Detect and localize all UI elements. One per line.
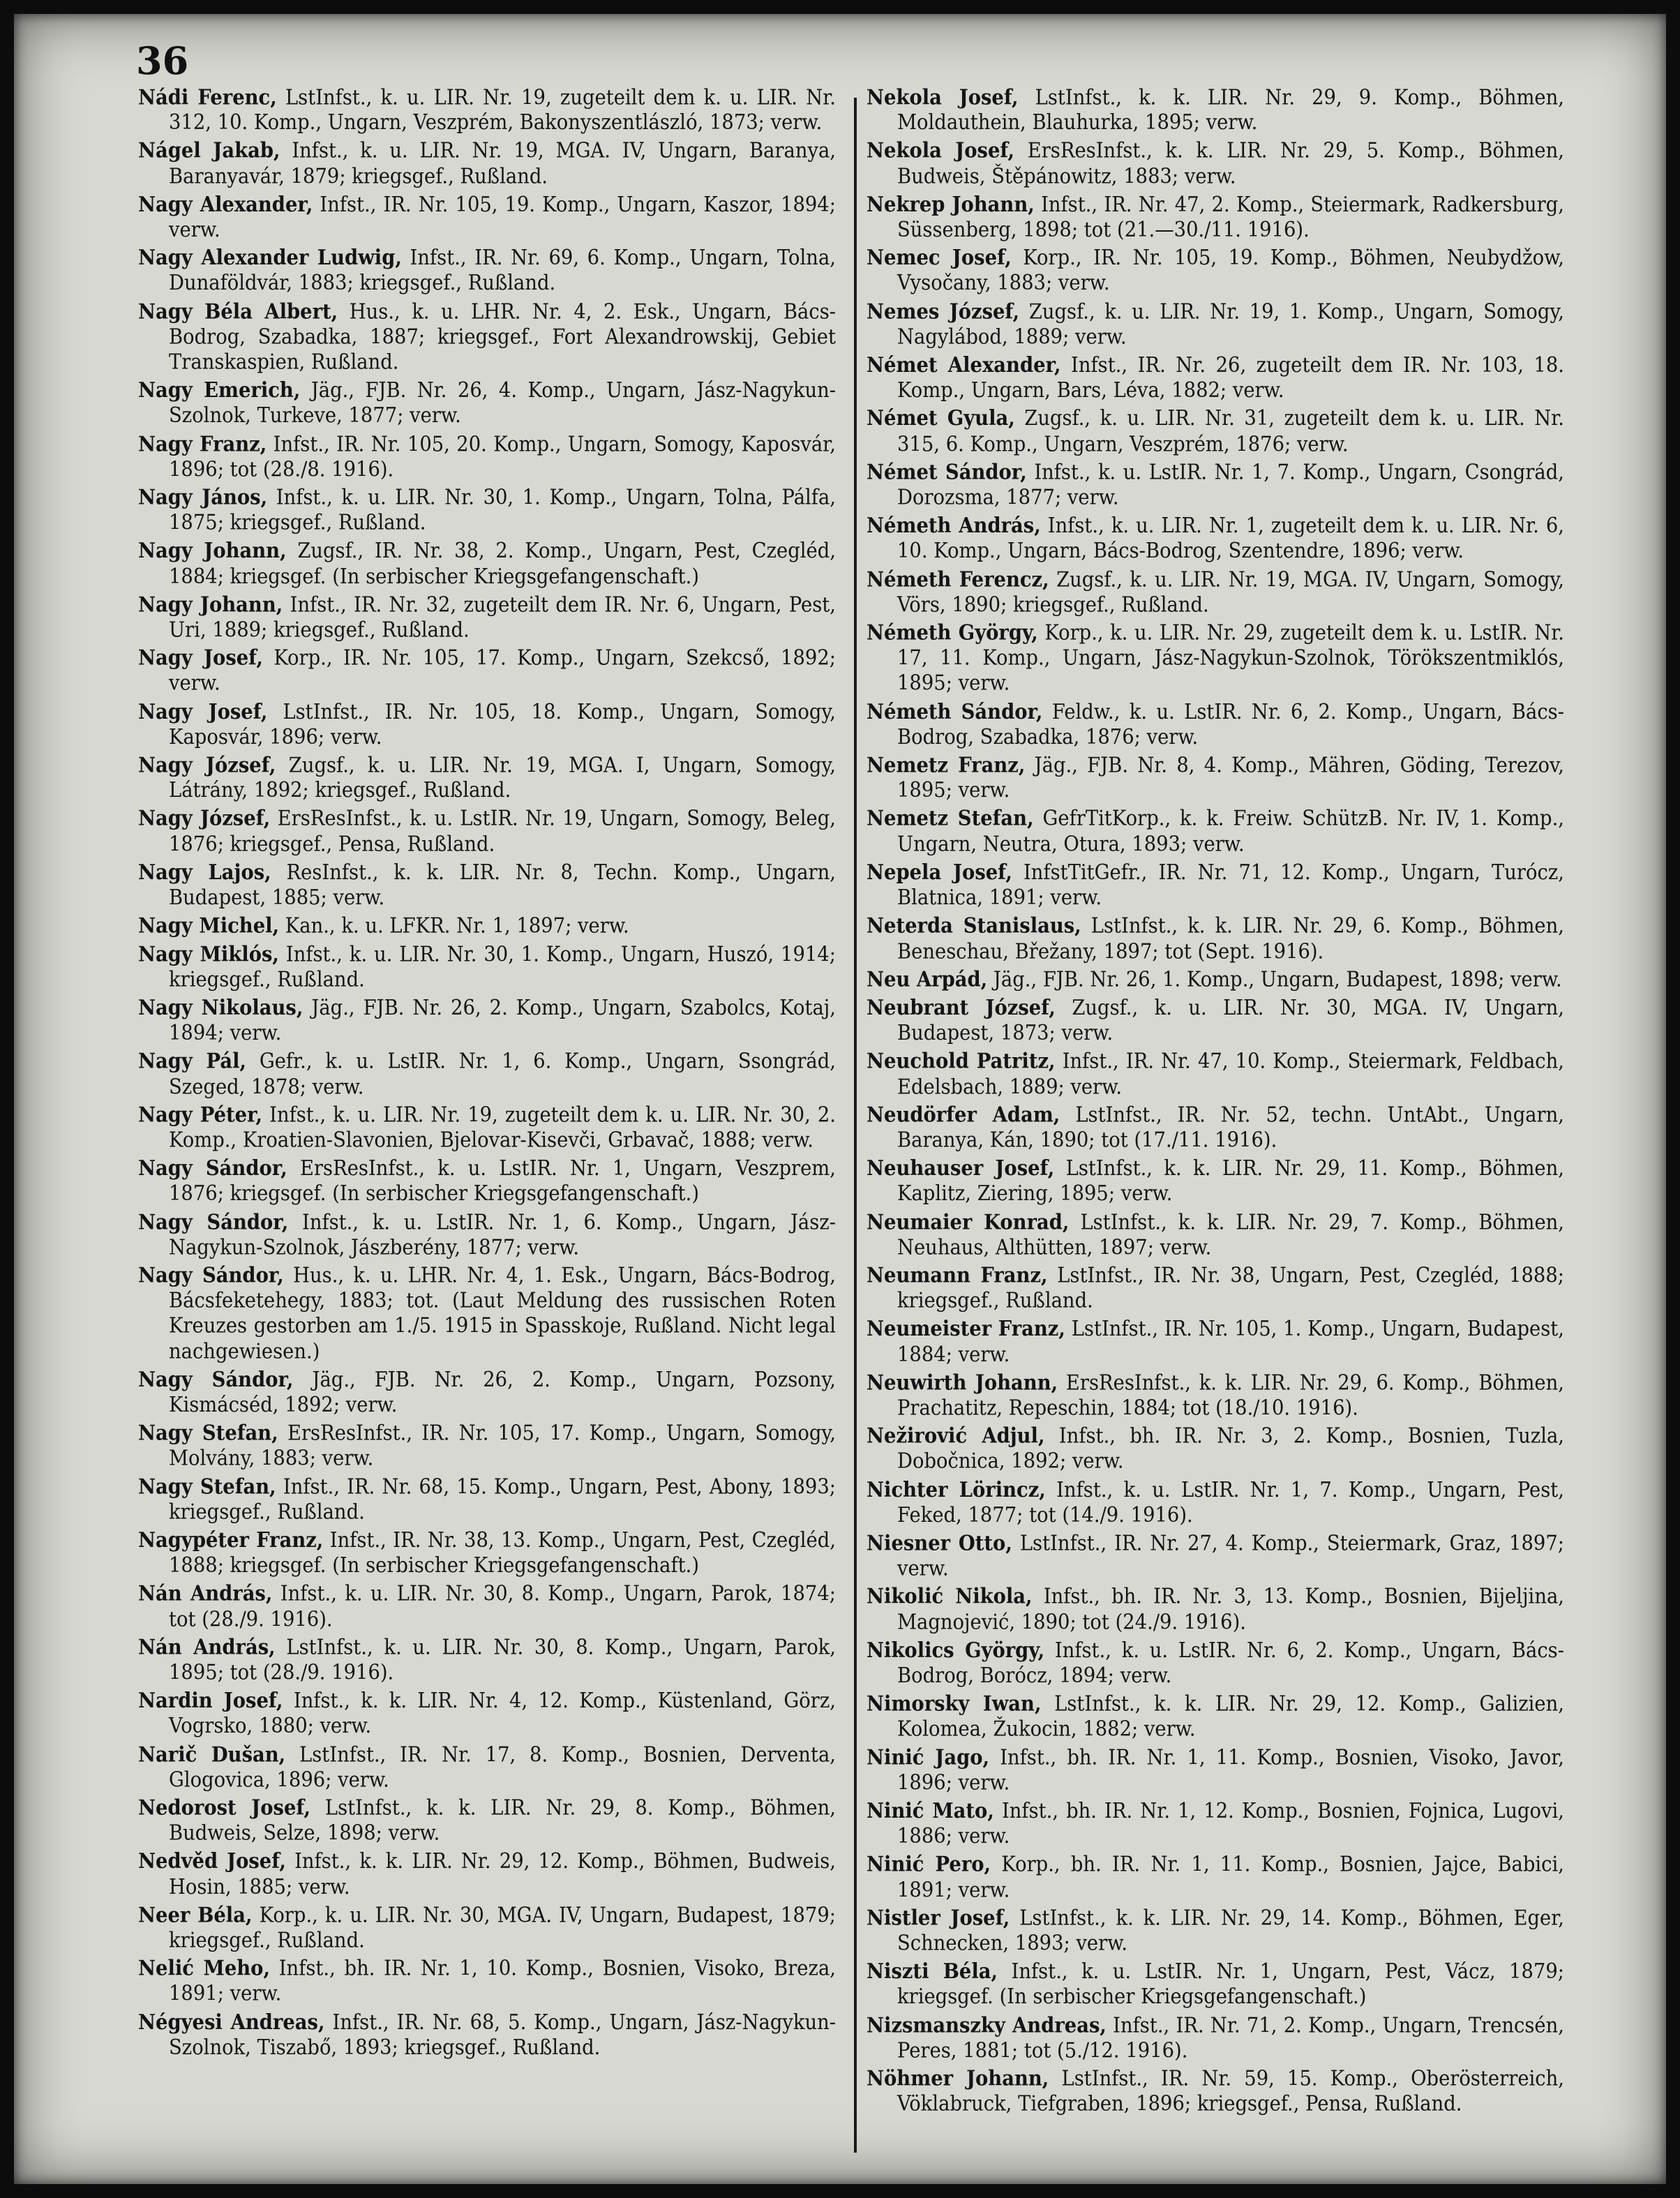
entry-name: Nöhmer Johann, [867,2066,1049,2091]
entry-details: Infst., bh. IR. Nr. 1, 10. Komp., Bosnien, Visoko, Breza, 1891; verw. [169,1957,836,2006]
entry-details: Zugsf., k. u. LIR. Nr. 19, MGA. I, Ungarn, Somogy, Látrány, 1892; kriegsgef., Rußland. [169,754,836,803]
list-item [867,996,1564,1046]
entry-name: Nikolić Nikola, [867,1584,1033,1609]
entry-details: Korp., IR. Nr. 105, 17. Komp., Ungarn, Szekcső, 1892; verw. [169,646,836,696]
entry-details: Infst., bh. IR. Nr. 3, 13. Komp., Bosnien, Bijeljina, Magnojević, 1890; tot (24./9. 1916). [897,1585,1564,1634]
entry-name: Nedorost Josef, [138,1795,311,1821]
entry-name: Niszti Béla, [867,1959,998,1984]
entry-name: Németh Sándor, [867,699,1043,724]
list-item [138,1210,836,1260]
entry-name: Nagy Franz, [138,431,267,456]
list-item [138,2010,836,2060]
entry-details: Infst., IR. Nr. 47, 10. Komp., Steiermark, Feldbach, Edelsbach, 1889; verw. [897,1049,1564,1099]
list-item [138,1156,836,1206]
right-column [867,85,1564,2120]
entry-name: Nagy Stefan, [138,1421,278,1446]
list-item [138,485,836,535]
list-item [138,860,836,911]
entry-name: Négyesi Andreas, [138,2010,325,2035]
entry-name: Neu Arpád, [867,967,988,992]
entry-name: Neer Béla, [138,1902,253,1927]
list-item [867,353,1564,403]
entry-details: Korp., bh. IR. Nr. 1, 11. Komp., Bosnien, Jajce, Babici, 1891; verw. [897,1853,1564,1902]
list-item [867,1853,1564,1903]
list-item [867,1959,1564,2010]
list-item [867,620,1564,696]
list-item [867,460,1564,510]
list-item [138,1528,836,1578]
list-item [138,807,836,857]
list-item [138,1742,836,1793]
entry-name: Nedvěd Josef, [138,1849,286,1874]
entry-name: Nekola Josef, [867,138,1015,163]
entry-name: Nagy Stefan, [138,1474,276,1499]
entry-details: Infst., k. u. LIR. Nr. 30, 8. Komp., Ungarn, Parok, 1874; tot (28./9. 1916). [169,1582,836,1631]
entry-details: LstInfst., k. u. LIR. Nr. 30, 8. Komp., Ungarn, Parok, 1895; tot (28./9. 1916). [169,1636,836,1685]
entry-details: Infst., IR. Nr. 47, 2. Komp., Steiermark, Radkersburg, Süssenberg, 1898; tot (21.—30./11. 1916). [897,193,1564,242]
entry-name: Nagy Josef, [138,645,263,671]
list-item [867,967,1564,992]
entry-details: Hus., k. u. LHR. Nr. 4, 2. Esk., Ungarn, Bács-Bodrog, Szabadka, 1887; kriegsgef., Fort Alexandrowskij, Gebiet Transkaspien, Rußland. [169,300,836,375]
entry-name: Nežirović Adjul, [867,1423,1045,1449]
entry-details: Infst., IR. Nr. 68, 15. Komp., Ungarn, Pest, Abony, 1893; kriegsgef., Rußland. [169,1475,836,1525]
entry-name: Német Gyula, [867,406,1015,431]
entry-details: GefrTitKorp., k. k. Freiw. SchützB. Nr. IV, 1. Komp., Ungarn, Neutra, Otura, 1893; verw. [897,807,1564,856]
entry-details: Infst., k. u. LstIR. Nr. 1, Ungarn, Pest, Vácz, 1879; kriegsgef. (In serbischer Kriegsgefangenschaft.) [897,1960,1564,2010]
list-item [867,1210,1564,1260]
entry-details: Korp., IR. Nr. 105, 19. Komp., Böhmen, Neubydžow, Vysočany, 1883; verw. [897,246,1564,296]
list-item [138,913,836,939]
entry-details: LstInfst., k. k. LIR. Nr. 29, 9. Komp., Böhmen, Moldauthein, Blauhurka, 1895; verw. [897,86,1564,135]
list-item [138,1689,836,1739]
entry-details: Zugsf., k. u. LIR. Nr. 19, 1. Komp., Ungarn, Somogy, Nagylábod, 1889; verw. [897,300,1564,350]
entry-name: Nagy Johann, [138,592,283,617]
list-item [138,996,836,1046]
entry-details: ErsResInfst., IR. Nr. 105, 17. Komp., Ungarn, Somogy, Molvány, 1883; verw. [169,1421,836,1471]
entry-details: LstInfst., IR. Nr. 105, 18. Komp., Ungarn, Somogy, Kaposvár, 1896; verw. [169,700,836,749]
entry-details: ErsResInfst., k. k. LIR. Nr. 29, 5. Komp., Böhmen, Budweis, Štěpánowitz, 1883; verw. [897,139,1564,188]
entry-name: Nardin Josef, [138,1688,283,1713]
list-item [867,1691,1564,1742]
entry-details: Infst., IR. Nr. 105, 19. Komp., Ungarn, Kaszor, 1894; verw. [169,193,836,242]
entry-name: Nagy Nikolaus, [138,995,303,1020]
list-item [867,1799,1564,1849]
entry-details: Korp., k. u. LIR. Nr. 30, MGA. IV, Ungarn, Budapest, 1879; kriegsgef., Rußland. [169,1903,836,1952]
entry-name: Nagy Béla Albert, [138,299,338,324]
entry-details: Infst., IR. Nr. 38, 13. Komp., Ungarn, Pest, Czegléd, 1888; kriegsgef. (In serbischer Kriegsgefangenschaft.) [169,1528,837,1578]
list-item [867,699,1564,749]
entry-name: Ninić Pero, [867,1852,991,1877]
entry-details: Zugsf., k. u. LIR. Nr. 31, zugeteilt dem k. u. LIR. Nr. 315, 6. Komp., Ungarn, Veszprém, 1876; verw. [897,407,1564,456]
entry-details: LstInfst., k. k. LIR. Nr. 29, 8. Komp., Böhmen, Budweis, Selze, 1898; verw. [169,1796,836,1846]
entry-name: Neterda Stanislaus, [867,913,1081,939]
entry-details: Zugsf., k. u. LIR. Nr. 19, MGA. IV, Ungarn, Somogy, Vörs, 1890; kriegsgef., Rußland. [897,567,1565,617]
entry-name: Ninić Mato, [867,1798,994,1823]
entry-details: Infst., k. u. LIR. Nr. 30, 1. Komp., Ungarn, Huszó, 1914; kriegsgef., Rußland. [169,942,836,992]
list-item [138,942,836,992]
list-item [867,299,1564,350]
entry-name: Nagy Alexander, [138,192,313,217]
entry-name: Nagy Alexander Ludwig, [138,246,402,271]
list-item [138,699,836,749]
list-item [867,860,1564,911]
entry-name: Nichter Lörincz, [867,1477,1046,1502]
entry-details: Infst., IR. Nr. 32, zugeteilt dem IR. Nr. 6, Ungarn, Pest, Uri, 1889; kriegsgef., Rußland. [169,592,836,642]
entry-name: Narič Dušan, [138,1742,286,1767]
list-item [138,1581,836,1631]
page [14,14,1666,2184]
list-item [138,85,836,135]
list-item [867,246,1564,296]
entry-name: Nagy Sándor, [138,1156,287,1181]
entry-name: Nagy János, [138,485,268,510]
list-item [138,1049,836,1099]
entry-details: Infst., bh. IR. Nr. 1, 11. Komp., Bosnien, Visoko, Javor, 1896; verw. [897,1746,1565,1795]
entry-name: Nagy József, [138,753,276,777]
entry-details: Infst., bh. IR. Nr. 1, 12. Komp., Bosnien, Fojnica, Lugovi, 1886; verw. [897,1799,1564,1848]
entry-details: Infst., k. u. LstIR. Nr. 6, 2. Komp., Ungarn, Bács-Bodrog, Borócz, 1894; verw. [897,1638,1564,1688]
entry-name: Nagy József, [138,806,271,831]
list-item [138,646,836,696]
list-item [867,913,1564,964]
list-item [867,807,1564,857]
entry-details: Infst., k. u. LstIR. Nr. 1, 6. Komp., Ungarn, Jász-Nagykun-Szolnok, Jászberény, 1877; verw. [169,1210,837,1259]
list-item [867,1263,1564,1313]
entry-name: Nekrep Johann, [867,192,1035,217]
entry-name: Német Alexander, [867,352,1061,377]
entry-name: Németh Ferencz, [867,567,1049,592]
entry-details: LstInfst., IR. Nr. 17, 8. Komp., Bosnien, Derventa, Glogovica, 1896; verw. [169,1742,836,1792]
entry-name: Nagy Emerich, [138,377,301,403]
list-item [867,567,1564,618]
list-item [138,246,836,296]
entry-name: Neumeister Franz, [867,1317,1065,1341]
entry-name: Nagy Josef, [138,699,268,724]
entry-name: Nimorsky Iwan, [867,1691,1042,1717]
list-item [867,514,1564,564]
entry-name: Nizsmanszky Andreas, [867,2012,1107,2038]
entry-name: Neumaier Konrad, [867,1209,1070,1234]
entry-name: Nagy Péter, [138,1102,263,1127]
entry-name: Nagy Miklós, [138,941,279,966]
entry-details: Jäg., FJB. Nr. 26, 4. Komp., Ungarn, Jász-Nagykun-Szolnok, Turkeve, 1877; verw. [169,378,837,428]
entry-details: Infst., IR. Nr. 68, 5. Komp., Ungarn, Jász-Nagykun-Szolnok, Tiszabő, 1893; kriegsgef., Rußland. [169,2010,837,2060]
entry-name: Nán András, [138,1635,276,1660]
entry-details: LstInfst., k. k. LIR. Nr. 29, 6. Komp., Böhmen, Beneschau, Břežany, 1897; tot (Sept. 1916). [897,914,1564,964]
entry-name: Neumann Franz, [867,1263,1048,1288]
entry-details: Jäg., FJB. Nr. 26, 1. Komp., Ungarn, Budapest, 1898; verw. [993,968,1562,992]
list-item [867,139,1564,189]
entry-name: Nagy Pál, [138,1049,247,1074]
left-column [138,85,836,2063]
entry-name: Nikolics György, [867,1638,1045,1663]
entry-name: Nemes József, [867,299,1020,324]
entry-details: Infst., k. u. LstIR. Nr. 1, 7. Komp., Ungarn, Csongrád, Dorozsma, 1877; verw. [897,461,1564,510]
entry-name: Nemetz Stefan, [867,806,1034,831]
entry-name: Neuwirth Johann, [867,1370,1058,1395]
list-item [138,378,836,428]
list-item [867,2066,1564,2116]
entry-details: LstInfst., IR. Nr. 52, techn. UntAbt., Ungarn, Baranya, Kán, 1890; tot (17./11. 1916). [897,1103,1564,1153]
entry-name: Nelić Meho, [138,1956,270,1981]
entry-details: LstInfst., IR. Nr. 27, 4. Komp., Steiermark, Graz, 1897; verw. [897,1532,1564,1581]
entry-details: ResInfst., k. k. LIR. Nr. 8, Techn. Komp., Ungarn, Budapest, 1885; verw. [169,860,836,910]
entry-name: Németh András, [867,513,1041,538]
list-item [867,192,1564,242]
entry-details: Infst., k. u. LIR. Nr. 19, zugeteilt dem k. u. LIR. Nr. 30, 2. Komp., Kroatien-Slavonien, Bjelovar-Kisevči, Grbavač, 1888; verw. [169,1103,836,1153]
list-item [138,753,836,803]
list-item [867,1317,1564,1367]
list-item [138,1903,836,1953]
entry-name: Ninić Jago, [867,1745,990,1770]
entry-details: LstInfst., k. k. LIR. Nr. 29, 14. Komp., Böhmen, Eger, Schnecken, 1893; verw. [897,1906,1565,1956]
list-item [867,753,1564,803]
list-item [138,299,836,375]
entry-details: Infst., IR. Nr. 105, 20. Komp., Ungarn, Somogy, Kaposvár, 1896; tot (28./8. 1916). [169,432,836,481]
page-number: 36 [136,38,189,83]
entry-details: Jäg., FJB. Nr. 26, 2. Komp., Ungarn, Szabolcs, Kotaj, 1894; verw. [169,996,836,1045]
list-item [867,1156,1564,1206]
list-item [138,1849,836,1899]
entry-name: Német Sándor, [867,460,1027,485]
entry-name: Nágel Jakab, [138,138,280,163]
entry-name: Nemetz Franz, [867,753,1026,777]
entry-details: ErsResInfst., k. u. LstIR. Nr. 19, Ungarn, Somogy, Beleg, 1876; kriegsgef., Pensa, Rußland. [169,807,836,856]
entry-details: Gefr., k. u. LstIR. Nr. 1, 6. Komp., Ungarn, Ssongrád, Szeged, 1878; verw. [169,1049,836,1099]
entry-name: Nagy Sándor, [138,1263,284,1288]
entry-details: Korp., k. u. LIR. Nr. 29, zugeteilt dem k. u. LstIR. Nr. 17, 11. Komp., Ungarn, Jász-Nagykun-Szolnok, Törökszentmiklós, 1895; verw. [897,621,1564,696]
list-item [138,539,836,589]
entry-details: Infst., bh. IR. Nr. 3, 2. Komp., Bosnien, Tuzla, Dobočnica, 1892; verw. [897,1424,1564,1474]
entry-name: Nagy Sándor, [138,1209,289,1234]
list-item [867,406,1564,456]
entry-details: ErsResInfst., k. k. LIR. Nr. 29, 6. Komp., Böhmen, Prachatitz, Repeschin, 1884; tot (18./10. 1916). [897,1370,1564,1420]
list-item [867,1370,1564,1421]
entry-details: LstInfst., IR. Nr. 59, 15. Komp., Oberösterreich, Vöklabruck, Tiefgraben, 1896; kriegsgef., Pensa, Rußland. [897,2067,1564,2116]
list-item [138,1367,836,1417]
list-item [867,2013,1564,2063]
entry-name: Nádi Ferenc, [138,85,277,110]
list-item [867,1531,1564,1581]
entry-name: Nistler Josef, [867,1906,1010,1931]
entry-details: LstInfst., IR. Nr. 38, Ungarn, Pest, Czegléd, 1888; kriegsgef., Rußland. [897,1264,1564,1313]
entry-name: Nagy Lajos, [138,860,271,885]
list-item [867,1745,1564,1795]
list-item [867,1049,1564,1099]
list-item [138,1263,836,1364]
entry-name: Neuhauser Josef, [867,1156,1055,1181]
list-item [138,1957,836,2007]
list-item [867,85,1564,135]
list-item [138,1102,836,1153]
entry-details: LstInfst., IR. Nr. 105, 1. Komp., Ungarn, Budapest, 1884; verw. [897,1317,1564,1367]
entry-name: Nán András, [138,1581,273,1606]
entry-details: Zugsf., IR. Nr. 38, 2. Komp., Ungarn, Pest, Czegléd, 1884; kriegsgef. (In serbischer Kriegsgefangenschaft.) [169,539,836,589]
entry-details: ErsResInfst., k. u. LstIR. Nr. 1, Ungarn, Veszprem, 1876; kriegsgef. (In serbischer Kriegsgefangenschaft.) [169,1156,836,1206]
entry-details: Zugsf., k. u. LIR. Nr. 30, MGA. IV, Ungarn, Budapest, 1873; verw. [897,996,1564,1045]
entry-details: Infst., k. k. LIR. Nr. 4, 12. Komp., Küstenland, Görz, Vogrsko, 1880; verw. [169,1689,836,1738]
entry-details: InfstTitGefr., IR. Nr. 71, 12. Komp., Ungarn, Turócz, Blatnica, 1891; verw. [897,860,1564,910]
entry-name: Nagy Johann, [138,539,287,564]
list-item [138,139,836,189]
list-item [138,1421,836,1471]
entry-details: Infst., IR. Nr. 69, 6. Komp., Ungarn, Tolna, Dunaföldvár, 1883; kriegsgef., Rußland. [169,246,836,296]
entry-details: Infst., k. u. LstIR. Nr. 1, 7. Komp., Ungarn, Pest, Feked, 1877; tot (14./9. 1916). [897,1478,1564,1527]
entry-name: Neubrant József, [867,995,1056,1020]
entry-details: Kan., k. u. LFKR. Nr. 1, 1897; verw. [285,914,629,939]
entry-name: Németh György, [867,620,1038,645]
entry-name: Nagypéter Franz, [138,1527,324,1553]
entry-details: Jäg., FJB. Nr. 26, 2. Komp., Ungarn, Pozsony, Kismácséd, 1892; verw. [169,1368,836,1417]
list-item [138,192,836,242]
list-item [867,1477,1564,1527]
list-item [867,1585,1564,1635]
entry-name: Nagy Sándor, [138,1367,294,1392]
entry-name: Neuchold Patritz, [867,1049,1056,1074]
entry-details: Hus., k. u. LHR. Nr. 4, 1. Esk., Ungarn, Bács-Bodrog, Bácsfeketehegy, 1883; tot. (Laut Meldung des russischen Roten Kreuzes gestorben am 1./5. 1915 in Spasskoje, Rußland. Nicht legal nachgewiesen.) [169,1264,836,1363]
entry-name: Neudörfer Adam, [867,1102,1060,1127]
entry-details: Infst., k. k. LIR. Nr. 29, 12. Komp., Böhmen, Budweis, Hosin, 1885; verw. [169,1850,836,1899]
column-divider [854,98,857,2153]
list-item [867,1424,1564,1474]
list-item [867,1102,1564,1153]
entry-details: LstInfst., k. u. LIR. Nr. 19, zugeteilt dem k. u. LIR. Nr. 312, 10. Komp., Ungarn, Veszprém, Bakonyszentlászló, 1873; verw. [169,86,836,135]
entry-name: Niesner Otto, [867,1531,1012,1555]
entry-details: Infst., IR. Nr. 26, zugeteilt dem IR. Nr. 103, 18. Komp., Ungarn, Bars, Léva, 1882; verw. [897,353,1564,403]
list-item [138,432,836,482]
list-item [867,1638,1564,1689]
entry-name: Nekola Josef, [867,85,1019,110]
entry-details: Infst., IR. Nr. 71, 2. Komp., Ungarn, Trencsén, Peres, 1881; tot (5./12. 1916). [897,2013,1564,2063]
entry-name: Nagy Michel, [138,913,280,939]
list-item [867,1906,1564,1956]
entry-details: LstInfst., k. k. LIR. Nr. 29, 7. Komp., Böhmen, Neuhaus, Althütten, 1897; verw. [897,1210,1564,1259]
entry-details: Infst., k. u. LIR. Nr. 30, 1. Komp., Ungarn, Tolna, Pálfa, 1875; kriegsgef., Rußland. [169,486,836,535]
entry-details: LstInfst., k. k. LIR. Nr. 29, 11. Komp., Böhmen, Kaplitz, Ziering, 1895; verw. [897,1156,1564,1206]
entry-details: Jäg., FJB. Nr. 8, 4. Komp., Mähren, Göding, Terezov, 1895; verw. [897,754,1564,803]
entry-name: Nepela Josef, [867,860,1012,885]
list-item [138,592,836,643]
entry-details: Infst., k. u. LIR. Nr. 19, MGA. IV, Ungarn, Baranya, Baranyavár, 1879; kriegsgef., Rußland. [169,139,836,188]
entry-details: Infst., k. u. LIR. Nr. 1, zugeteilt dem k. u. LIR. Nr. 6, 10. Komp., Ungarn, Bács-Bodrog, Szentendre, 1896; verw. [897,514,1564,564]
entry-details: LstInfst., k. k. LIR. Nr. 29, 12. Komp., Galizien, Kolomea, Žukocin, 1882; verw. [897,1692,1564,1742]
entry-name: Nemec Josef, [867,246,1012,271]
entry-details: Feldw., k. u. LstIR. Nr. 6, 2. Komp., Ungarn, Bács-Bodrog, Szabadka, 1876; verw. [897,700,1564,749]
list-item [138,1795,836,1846]
list-item [138,1635,836,1685]
list-item [138,1474,836,1525]
